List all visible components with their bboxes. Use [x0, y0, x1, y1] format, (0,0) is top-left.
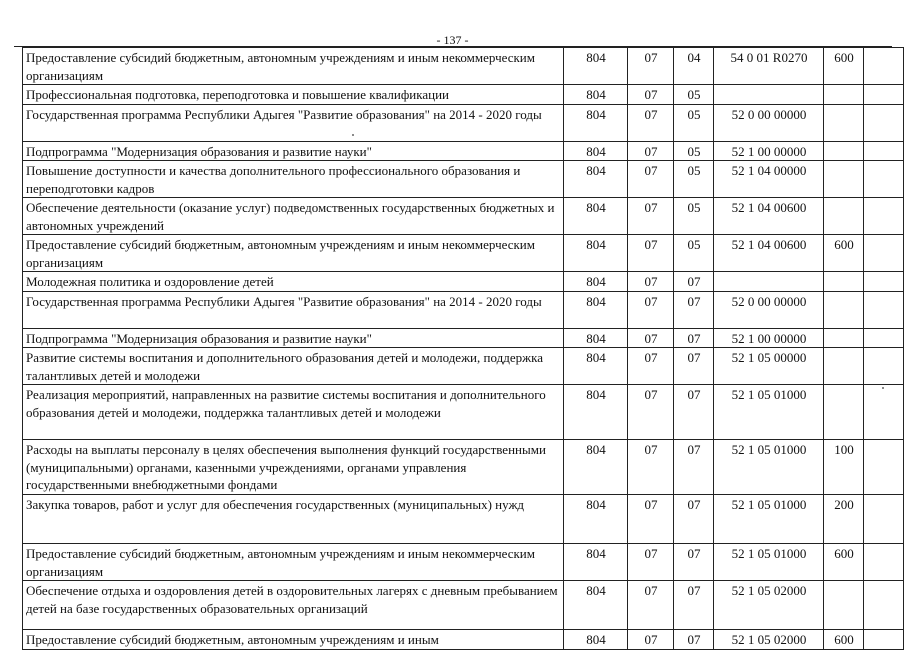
section-code-cell: 07	[628, 198, 674, 235]
ministry-code-cell: 804	[564, 198, 628, 235]
target-article-cell: 52 1 00 00000	[714, 328, 824, 348]
section-code-cell: 07	[628, 104, 674, 141]
target-article-cell: 52 1 04 00600	[714, 198, 824, 235]
ministry-code-cell: 804	[564, 104, 628, 141]
amount-cell	[864, 385, 904, 440]
ministry-code-cell: 804	[564, 348, 628, 385]
section-code-cell: 07	[628, 581, 674, 630]
ministry-code-cell: 804	[564, 328, 628, 348]
expense-type-cell	[824, 85, 864, 105]
section-code-cell: 07	[628, 630, 674, 650]
row-name-cell: Предоставление субсидий бюджетным, автономным учреждениям и иным	[23, 630, 564, 650]
amount-cell	[864, 348, 904, 385]
table-row	[23, 385, 904, 440]
budget-table	[22, 47, 904, 650]
target-article-cell: 52 1 04 00600	[714, 235, 824, 272]
section-code-cell: 07	[628, 544, 674, 581]
section-code-cell: 07	[628, 161, 674, 198]
table-row	[23, 272, 904, 292]
target-article-cell: 52 1 05 01000	[714, 495, 824, 544]
row-name-cell: Развитие системы воспитания и дополнительного образования детей и молодежи, поддержка талантливых детей и молодежи	[23, 348, 564, 385]
expense-type-cell	[824, 272, 864, 292]
ministry-code-cell: 804	[564, 272, 628, 292]
expense-type-cell	[824, 328, 864, 348]
table-row	[23, 291, 904, 328]
table-row	[23, 85, 904, 105]
scan-speck	[352, 134, 354, 136]
target-article-cell: 52 1 04 00000	[714, 161, 824, 198]
target-article-cell	[714, 272, 824, 292]
amount-cell	[864, 328, 904, 348]
section-code-cell: 07	[628, 291, 674, 328]
section-code-cell: 07	[628, 328, 674, 348]
scan-speck	[882, 387, 884, 389]
ministry-code-cell: 804	[564, 581, 628, 630]
target-article-cell: 52 1 00 00000	[714, 141, 824, 161]
row-name-cell: Государственная программа Республики Адыгея "Развитие образования" на 2014 - 2020 годы	[23, 291, 564, 328]
row-name-cell: Обеспечение отдыха и оздоровления детей в оздоровительных лагерях с дневным пребыванием детей на базе государственных образовательных организаций	[23, 581, 564, 630]
expense-type-cell	[824, 581, 864, 630]
row-name-cell: Подпрограмма "Модернизация образования и развитие науки"	[23, 141, 564, 161]
ministry-code-cell: 804	[564, 235, 628, 272]
table-row	[23, 104, 904, 141]
amount-cell	[864, 291, 904, 328]
table-row	[23, 328, 904, 348]
subsection-code-cell: 07	[674, 544, 714, 581]
row-name-cell: Расходы на выплаты персоналу в целях обеспечения выполнения функций государственными (муниципальными) органами, казенными учреждениями, органами управления государственными внебюджетными фондами	[23, 440, 564, 495]
table-row	[23, 581, 904, 630]
target-article-cell	[714, 85, 824, 105]
subsection-code-cell: 07	[674, 272, 714, 292]
table-row	[23, 141, 904, 161]
section-code-cell: 07	[628, 141, 674, 161]
expense-type-cell	[824, 198, 864, 235]
row-name-cell: Предоставление субсидий бюджетным, автономным учреждениям и иным некоммерческим организациям	[23, 48, 564, 85]
expense-type-cell	[824, 348, 864, 385]
budget-table-body	[23, 48, 904, 650]
ministry-code-cell: 804	[564, 291, 628, 328]
section-code-cell: 07	[628, 348, 674, 385]
subsection-code-cell: 07	[674, 495, 714, 544]
target-article-cell: 52 1 05 01000	[714, 385, 824, 440]
amount-cell	[864, 544, 904, 581]
target-article-cell: 52 1 05 02000	[714, 630, 824, 650]
ministry-code-cell: 804	[564, 141, 628, 161]
row-name-cell: Закупка товаров, работ и услуг для обеспечения государственных (муниципальных) нужд	[23, 495, 564, 544]
subsection-code-cell: 07	[674, 581, 714, 630]
target-article-cell: 52 1 05 01000	[714, 440, 824, 495]
row-name-cell: Предоставление субсидий бюджетным, автономным учреждениям и иным некоммерческим организациям	[23, 544, 564, 581]
target-article-cell: 52 1 05 02000	[714, 581, 824, 630]
subsection-code-cell: 05	[674, 141, 714, 161]
ministry-code-cell: 804	[564, 48, 628, 85]
target-article-cell: 52 0 00 00000	[714, 104, 824, 141]
target-article-cell: 52 1 05 01000	[714, 544, 824, 581]
row-name-cell: Подпрограмма "Модернизация образования и развитие науки"	[23, 328, 564, 348]
row-name-cell: Предоставление субсидий бюджетным, автономным учреждениям и иным некоммерческим организациям	[23, 235, 564, 272]
ministry-code-cell: 804	[564, 630, 628, 650]
subsection-code-cell: 07	[674, 630, 714, 650]
subsection-code-cell: 07	[674, 348, 714, 385]
section-code-cell: 07	[628, 272, 674, 292]
expense-type-cell	[824, 104, 864, 141]
ministry-code-cell: 804	[564, 385, 628, 440]
expense-type-cell	[824, 385, 864, 440]
amount-cell	[864, 104, 904, 141]
amount-cell	[864, 630, 904, 650]
subsection-code-cell: 07	[674, 385, 714, 440]
subsection-code-cell: 05	[674, 104, 714, 141]
amount-cell	[864, 48, 904, 85]
amount-cell	[864, 272, 904, 292]
expense-type-cell	[824, 161, 864, 198]
table-row	[23, 161, 904, 198]
ministry-code-cell: 804	[564, 544, 628, 581]
subsection-code-cell: 05	[674, 235, 714, 272]
amount-cell	[864, 161, 904, 198]
table-row	[23, 235, 904, 272]
row-name-cell: Государственная программа Республики Адыгея "Развитие образования" на 2014 - 2020 годы	[23, 104, 564, 141]
expense-type-cell: 600	[824, 544, 864, 581]
subsection-code-cell: 05	[674, 161, 714, 198]
expense-type-cell: 200	[824, 495, 864, 544]
subsection-code-cell: 04	[674, 48, 714, 85]
section-code-cell: 07	[628, 440, 674, 495]
expense-type-cell: 100	[824, 440, 864, 495]
table-row	[23, 495, 904, 544]
row-name-cell: Повышение доступности и качества дополнительного профессионального образования и переподготовки кадров	[23, 161, 564, 198]
table-row	[23, 440, 904, 495]
table-row	[23, 348, 904, 385]
subsection-code-cell: 07	[674, 440, 714, 495]
expense-type-cell: 600	[824, 630, 864, 650]
target-article-cell: 52 1 05 00000	[714, 348, 824, 385]
section-code-cell: 07	[628, 385, 674, 440]
amount-cell	[864, 581, 904, 630]
table-row	[23, 544, 904, 581]
amount-cell	[864, 85, 904, 105]
amount-cell	[864, 440, 904, 495]
amount-cell	[864, 141, 904, 161]
table-row	[23, 630, 904, 650]
row-name-cell: Обеспечение деятельности (оказание услуг) подведомственных государственных бюджетных и автономных учреждений	[23, 198, 564, 235]
ministry-code-cell: 804	[564, 161, 628, 198]
ministry-code-cell: 804	[564, 440, 628, 495]
table-row	[23, 198, 904, 235]
ministry-code-cell: 804	[564, 495, 628, 544]
table-row	[23, 48, 904, 85]
row-name-cell: Реализация мероприятий, направленных на развитие системы воспитания и дополнительного образования детей и молодежи, поддержка талантливых детей и молодежи	[23, 385, 564, 440]
amount-cell	[864, 235, 904, 272]
row-name-cell: Молодежная политика и оздоровление детей	[23, 272, 564, 292]
amount-cell	[864, 198, 904, 235]
expense-type-cell	[824, 141, 864, 161]
target-article-cell: 52 0 00 00000	[714, 291, 824, 328]
section-code-cell: 07	[628, 85, 674, 105]
target-article-cell: 54 0 01 R0270	[714, 48, 824, 85]
section-code-cell: 07	[628, 235, 674, 272]
expense-type-cell	[824, 291, 864, 328]
subsection-code-cell: 05	[674, 198, 714, 235]
expense-type-cell: 600	[824, 48, 864, 85]
page-number: - 137 -	[436, 33, 469, 47]
subsection-code-cell: 07	[674, 291, 714, 328]
expense-type-cell: 600	[824, 235, 864, 272]
row-name-cell: Профессиональная подготовка, переподготовка и повышение квалификации	[23, 85, 564, 105]
section-code-cell: 07	[628, 48, 674, 85]
ministry-code-cell: 804	[564, 85, 628, 105]
subsection-code-cell: 07	[674, 328, 714, 348]
subsection-code-cell: 05	[674, 85, 714, 105]
section-code-cell: 07	[628, 495, 674, 544]
amount-cell	[864, 495, 904, 544]
